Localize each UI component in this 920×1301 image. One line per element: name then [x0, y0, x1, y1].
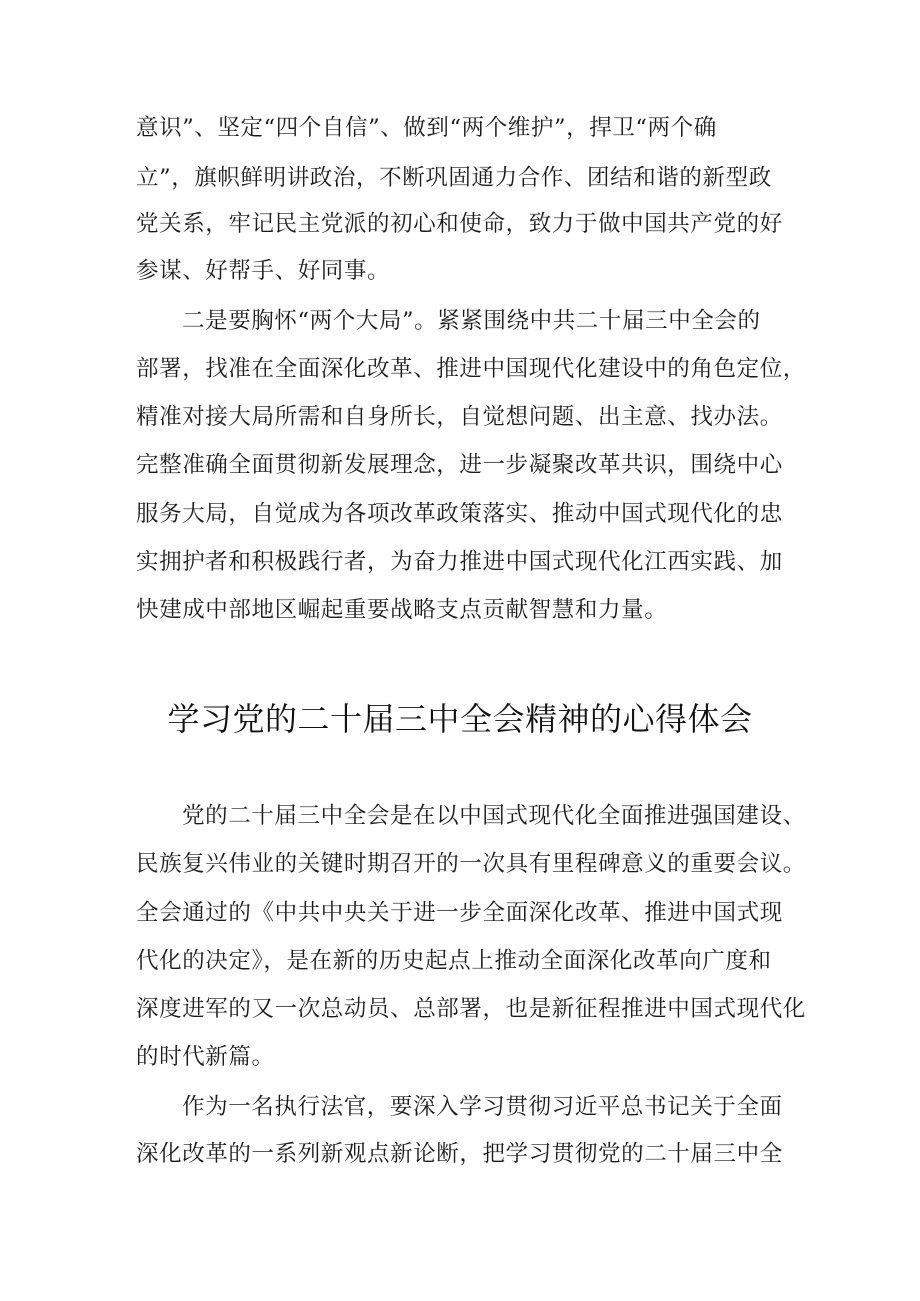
text-line: 立”，旗帜鲜明讲政治，不断巩固通力合作、团结和谐的新型政: [136, 165, 772, 191]
text-line: 部署，找准在全面深化改革、推进中国现代化建设中的角色定位，: [136, 356, 806, 382]
text-line: 代化的决定》，是在新的历史起点上推动全面深化改革向广度和: [136, 948, 772, 974]
text-line: 实拥护者和积极践行者，为奋力推进中国式现代化江西实践、加: [136, 549, 783, 575]
text-line: 深化改革的一系列新观点新论断，把学习贯彻党的二十届三中全: [136, 1141, 783, 1167]
article-title: 学习党的二十届三中全会精神的心得体会: [167, 700, 753, 738]
text-line: 二是要胸怀“两个大局”。紧紧围绕中共二十届三中全会的: [182, 308, 761, 334]
text-line: 党关系，牢记民主党派的初心和使命，致力于做中国共产党的好: [136, 211, 783, 237]
text-line: 民族复兴伟业的关键时期召开的一次具有里程碑意义的重要会议。: [136, 851, 806, 877]
text-line: 意识”、坚定“四个自信”、做到“两个维护”，捍卫“两个确: [136, 115, 717, 141]
text-line: 精准对接大局所需和自身所长，自觉想问题、出主意、找办法。: [136, 404, 783, 430]
text-line: 的时代新篇。: [136, 1044, 275, 1070]
text-line: 全会通过的《中共中央关于进一步全面深化改革、推进中国式现: [136, 900, 783, 926]
text-line: 党的二十届三中全会是在以中国式现代化全面推进强国建设、: [182, 803, 806, 829]
text-line: 完整准确全面贯彻新发展理念，进一步凝聚改革共识，围绕中心: [136, 452, 783, 478]
text-line: 深度进军的又一次总动员、总部署，也是新征程推进中国式现代化: [136, 996, 806, 1022]
text-line: 快建成中部地区崛起重要战略支点贡献智慧和力量。: [136, 597, 668, 623]
text-line: 作为一名执行法官，要深入学习贯彻习近平总书记关于全面: [182, 1094, 783, 1120]
text-line: 服务大局，自觉成为各项改革政策落实、推动中国式现代化的忠: [136, 501, 783, 527]
text-line: 参谋、好帮手、好同事。: [136, 258, 391, 284]
